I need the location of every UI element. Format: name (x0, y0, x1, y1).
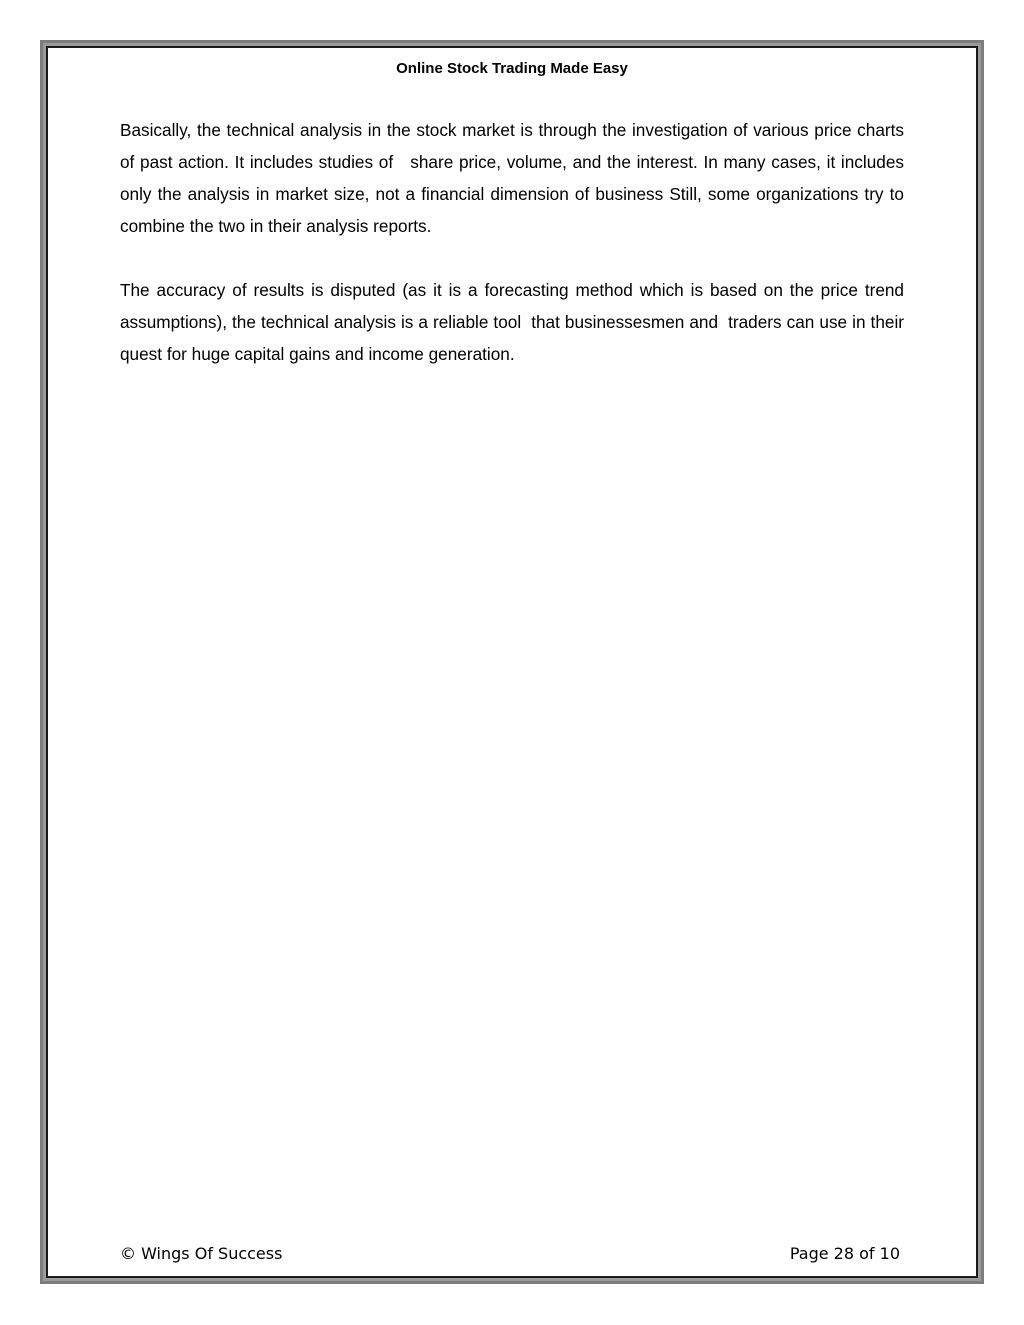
page-footer (120, 1242, 900, 1266)
paragraph-technical-analysis: Basically, the technical analysis in the stock market is through the investigation of various price charts of past action. It includes studies of share price, volume, and the interest. In many cases, it includes only the analysis in market size, not a financial dimension of business Still, some organizations try to combine the two in their analysis reports. (120, 120, 904, 236)
running-header-title: Online Stock Trading Made Easy (396, 60, 628, 77)
body-text (120, 114, 904, 402)
document-page (48, 48, 976, 1276)
footer-page-number: Page 28 of 10 (789, 1244, 900, 1263)
footer-copyright: © Wings Of Success (120, 1244, 283, 1263)
paragraph-accuracy: The accuracy of results is disputed (as it is a forecasting method which is based on the price trend assumptions), the technical analysis is a reliable tool that businessesmen and traders can use in their quest for huge capital gains and income generation. (120, 280, 904, 364)
